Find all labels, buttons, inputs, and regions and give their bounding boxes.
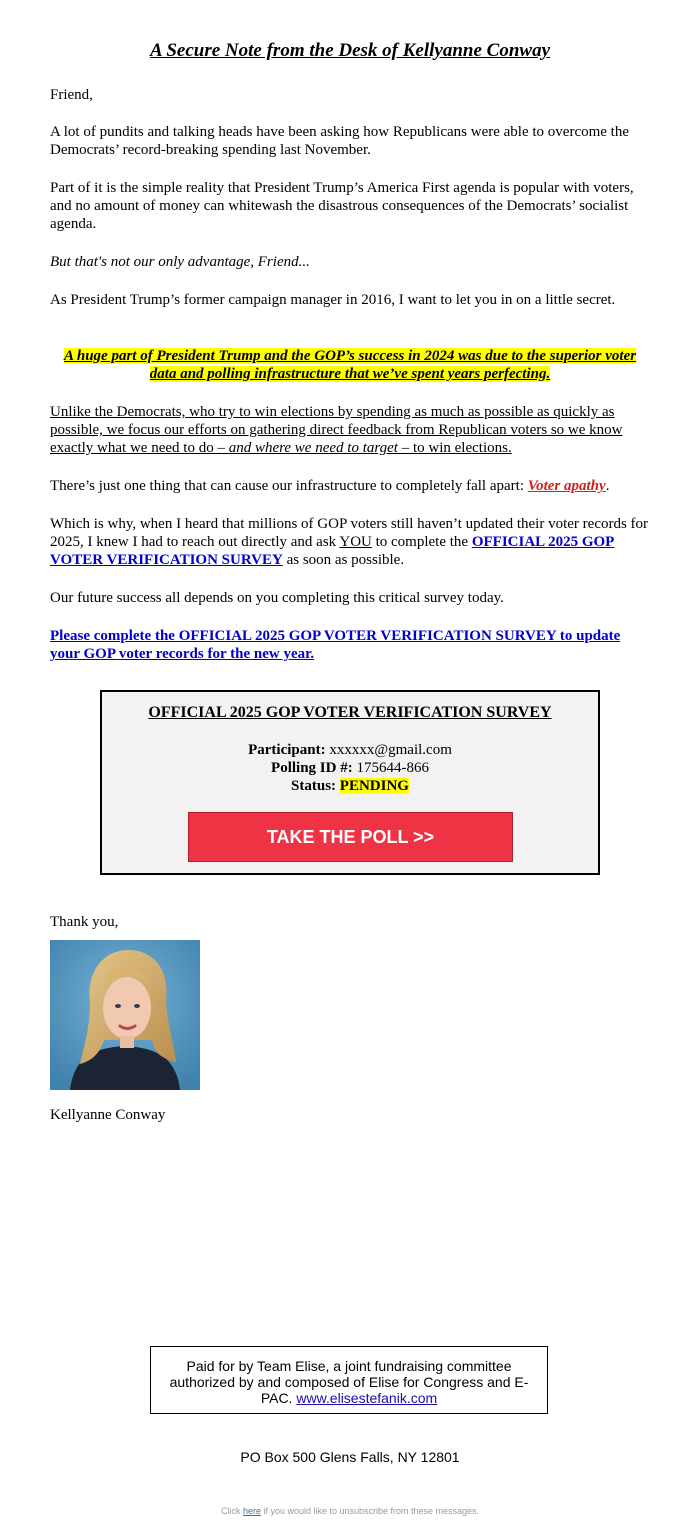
polling-id-label: Polling ID #:	[271, 760, 353, 776]
participant-row	[102, 741, 598, 759]
participant-value: xxxxxx@gmail.com	[329, 742, 452, 758]
disclaimer-website-link[interactable]: www.elisestefanik.com	[296, 1390, 438, 1406]
highlight-paragraph	[50, 347, 650, 383]
cta-paragraph	[50, 627, 650, 663]
mailing-address: PO Box 500 Glens Falls, NY 12801	[240, 1449, 460, 1465]
survey-inline-link[interactable]: OFFICIAL 2025 GOP VOTER VERIFICATION SURVEY	[50, 534, 615, 568]
disclaimer-box	[150, 1346, 548, 1414]
paragraph-6	[50, 477, 650, 495]
polling-id-value: 175644-866	[356, 760, 429, 776]
paragraph-4: As President Trump’s former campaign manager in 2016, I want to let you in on a little secret.	[50, 292, 616, 308]
paragraph-8: Our future success all depends on you completing this critical survey today.	[50, 590, 504, 606]
status-label: Status:	[291, 778, 337, 794]
unsubscribe-post: if you would like to unsubscribe from these messages.	[260, 1506, 480, 1516]
paragraph-7-text-a: Which is why, when I heard that millions of GOP voters still haven’t updated their voter records for 2025, I knew I had to reach out directly and ask	[50, 516, 649, 550]
survey-card-info	[102, 741, 598, 795]
paragraph-5-text-a: Unlike the Democrats, who try to win elections by spending as much as possible as quickly as possible, we focus our efforts on gathering direct feedback from Republican voters so we know exactly what we need to do –	[50, 404, 623, 456]
status-badge: PENDING	[339, 778, 409, 794]
paragraph-7-text-b: to complete the	[371, 534, 472, 550]
paragraph-6-end: .	[605, 478, 610, 494]
survey-card	[100, 690, 600, 875]
survey-cta-link[interactable]: Please complete the OFFICIAL 2025 GOP VOTER VERIFICATION SURVEY to update your GOP voter records for the new year.	[50, 628, 621, 662]
signer-name: Kellyanne Conway	[50, 1107, 166, 1123]
unsubscribe-pre: Click	[220, 1506, 243, 1516]
voter-apathy-link[interactable]: Voter apathy	[527, 478, 606, 494]
paragraph-5-emphasis: and where we need to target	[228, 440, 398, 456]
highlight-text: A huge part of President Trump and the GOP’s success in 2024 was due to the superior voter data and polling infrastructure that we’ve spent years perfecting.	[63, 348, 637, 382]
take-poll-button[interactable]: TAKE THE POLL >>	[188, 812, 513, 862]
paragraph-7-you: YOU	[339, 534, 372, 550]
unsubscribe-link[interactable]: here	[242, 1506, 261, 1516]
paragraph-2: Part of it is the simple reality that President Trump’s America First agenda is popular with voters, and no amount of money can whitewash the disastrous consequences of the Democrats’ socialist agenda.	[50, 180, 634, 232]
disclaimer-text: Paid for by Team Elise, a joint fundraising committee authorized by and composed of Elise for Congress and E-PAC.	[169, 1358, 529, 1406]
paragraph-7-text-c: as soon as possible.	[282, 552, 405, 568]
portrait-image	[50, 940, 200, 1090]
paragraph-7	[50, 515, 650, 569]
paragraph-6-text: There’s just one thing that can cause our infrastructure to completely fall apart:	[50, 478, 528, 494]
paragraph-1: A lot of pundits and talking heads have been asking how Republicans were able to overcome the Democrats’ record-breaking spending last November.	[50, 124, 630, 158]
page-title: A Secure Note from the Desk of Kellyanne Conway	[149, 40, 551, 61]
polling-id-row	[102, 759, 598, 777]
paragraph-5-text-c: – to win elections.	[397, 440, 512, 456]
thank-you: Thank you,	[50, 914, 119, 930]
status-row	[102, 777, 598, 795]
greeting: Friend,	[50, 87, 93, 103]
unsubscribe-line	[0, 1506, 700, 1516]
participant-label: Participant:	[248, 742, 326, 758]
signer-photo	[50, 940, 200, 1090]
survey-card-title: OFFICIAL 2025 GOP VOTER VERIFICATION SURVEY	[148, 704, 552, 721]
paragraph-5	[50, 403, 650, 457]
paragraph-3: But that's not our only advantage, Friend...	[50, 254, 310, 270]
